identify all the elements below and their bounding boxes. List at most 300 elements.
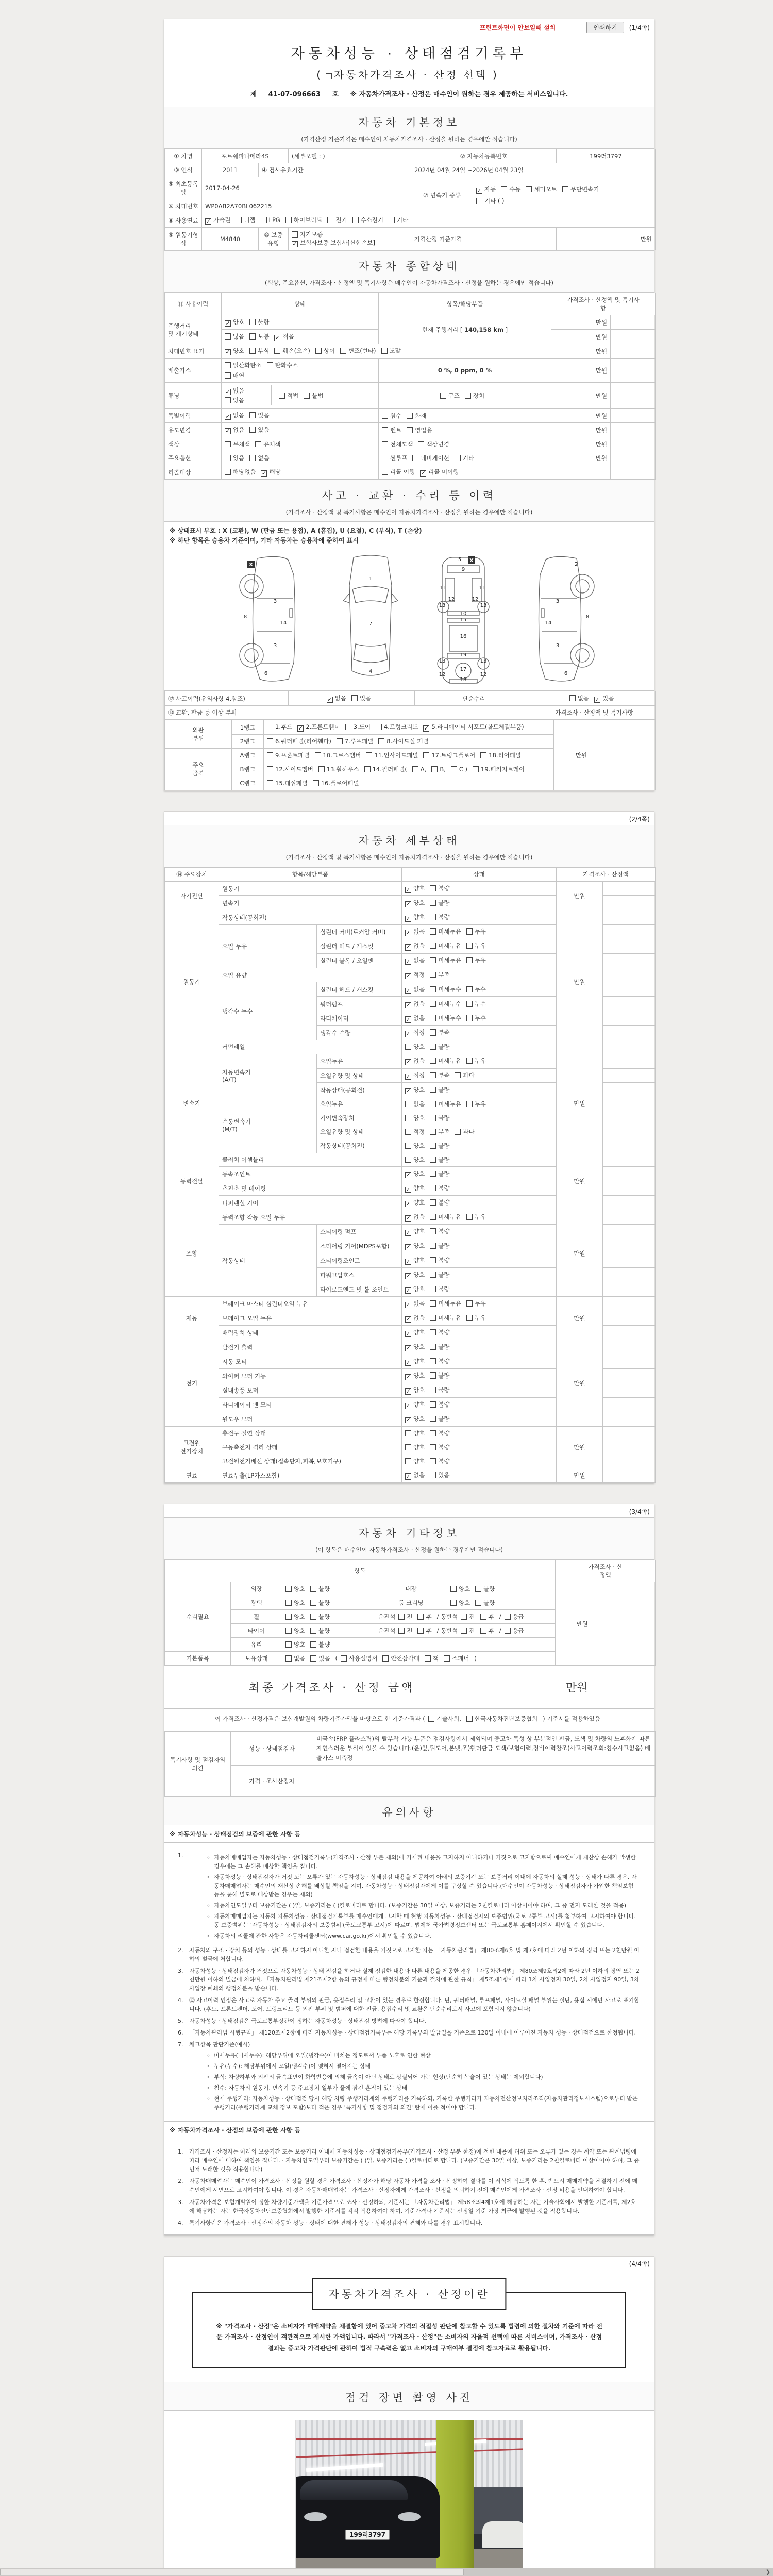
checkbox[interactable] — [310, 1655, 316, 1662]
checkbox[interactable]: ✓ — [225, 320, 230, 327]
checkbox[interactable] — [417, 1614, 424, 1620]
checkbox[interactable] — [501, 186, 507, 192]
checkbox[interactable] — [407, 413, 413, 419]
checkbox[interactable]: ✓ — [275, 334, 280, 341]
table-row: 변속기 자동변속기 (A/T) 오일누유 ✓ 없음 미세누유 누유 만원 — [165, 1054, 656, 1069]
checkbox[interactable] — [430, 1171, 436, 1177]
print-button[interactable]: 인쇄하기 — [586, 22, 624, 33]
checkbox[interactable] — [480, 752, 486, 758]
checkbox[interactable] — [430, 1458, 436, 1464]
checkbox[interactable] — [430, 1157, 436, 1163]
checkbox[interactable] — [249, 455, 256, 461]
checkbox[interactable]: ✓ — [327, 696, 332, 703]
checkbox[interactable] — [450, 1600, 457, 1606]
first-reg-value: 2017-04-26 — [202, 177, 411, 199]
checkbox[interactable] — [352, 217, 359, 223]
checkbox[interactable] — [285, 1600, 292, 1606]
checkbox[interactable]: ✓ — [406, 944, 411, 951]
checkbox[interactable] — [455, 455, 461, 461]
table-row: 실내송풍 모터 ✓ 양호 불량 — [165, 1383, 656, 1398]
doc-no-prefix: 제 — [250, 91, 257, 98]
checkbox[interactable]: ✓ — [298, 725, 303, 732]
checkbox[interactable] — [285, 1614, 292, 1620]
car-name-value: 포르쉐파나메라4S — [202, 149, 289, 163]
checkbox[interactable] — [480, 1628, 486, 1634]
checkbox[interactable] — [430, 1001, 436, 1007]
checkbox[interactable] — [466, 1315, 473, 1321]
checkbox[interactable] — [562, 186, 568, 192]
checkbox[interactable] — [285, 1628, 292, 1634]
checkbox[interactable] — [405, 1115, 411, 1121]
panel-price: 만원 — [554, 720, 609, 790]
checkbox[interactable] — [376, 724, 382, 730]
notes-area — [164, 1825, 654, 2235]
checkbox[interactable] — [382, 1655, 389, 1662]
checkbox[interactable] — [569, 695, 576, 701]
checkbox[interactable] — [225, 455, 231, 461]
table-row: 실린더 헤드 / 개스킷 ✓ 없음 미세누유 누유 — [165, 939, 656, 954]
table-row: 기어변속장치 양호 불량 — [165, 1111, 656, 1125]
check-option: A, — [412, 766, 427, 773]
checkbox[interactable] — [430, 914, 436, 920]
checkbox[interactable] — [405, 1444, 411, 1450]
checkbox[interactable] — [430, 943, 436, 949]
checkbox[interactable] — [430, 1199, 436, 1206]
checkbox[interactable] — [430, 1430, 436, 1436]
checkbox[interactable] — [261, 217, 267, 223]
checkbox[interactable] — [451, 766, 457, 772]
checkbox[interactable] — [466, 1058, 473, 1064]
checkbox[interactable]: ✓ — [406, 1059, 411, 1066]
checkbox[interactable] — [430, 1257, 436, 1263]
checkbox[interactable] — [412, 455, 418, 461]
checkbox[interactable] — [236, 217, 242, 223]
checkbox[interactable] — [430, 1243, 436, 1249]
checkbox[interactable] — [466, 1300, 473, 1307]
checkbox[interactable]: ✓ — [406, 1374, 411, 1381]
inspection-photo-1 — [295, 2420, 523, 2570]
checkbox[interactable] — [405, 1129, 411, 1135]
checkbox[interactable] — [267, 362, 273, 368]
checkbox[interactable]: ✓ — [477, 187, 482, 194]
simple-repair-label: 단순수리 — [415, 691, 533, 706]
doc-number: 41-07-096663 — [268, 91, 321, 98]
checkbox[interactable] — [310, 1641, 316, 1648]
table-row: 많음 보통 ✓ 적음 만원 — [165, 330, 656, 344]
check-option: ✓ 양호 — [225, 318, 245, 327]
check-option: 14.필러패널( — [364, 765, 407, 773]
checkbox[interactable] — [430, 928, 436, 935]
check-option: 불량 — [430, 1198, 449, 1207]
table-row: 색상 무채색 유채색 전체도색 색상변경 만원 — [165, 437, 656, 451]
check-option: 기타 — [455, 454, 474, 462]
check-option: ✓ 양호 — [406, 1415, 425, 1424]
checkbox[interactable] — [398, 1614, 405, 1620]
checkbox[interactable]: ✓ — [421, 470, 426, 477]
check-option: 전체도색 — [382, 440, 413, 448]
checkbox[interactable] — [466, 943, 473, 949]
checkbox[interactable] — [279, 393, 285, 399]
check-option: ✓ 양호 — [406, 1184, 425, 1193]
checkbox[interactable] — [405, 1458, 411, 1464]
rank-label: 2랭크 — [232, 735, 264, 749]
checkbox[interactable]: ✓ — [406, 929, 411, 937]
checkbox[interactable] — [249, 412, 256, 418]
page-indicator-2: (2/4쪽) — [629, 816, 650, 823]
check-option: 미세누유 — [430, 942, 461, 950]
checkbox[interactable] — [225, 441, 231, 447]
checkbox[interactable] — [430, 900, 436, 906]
check-option: 13.휠하우스 — [318, 765, 359, 773]
check-option: ✓ 없음 — [406, 986, 425, 994]
checkbox[interactable] — [430, 1029, 436, 1036]
checkbox[interactable] — [430, 1300, 436, 1307]
checkbox[interactable]: ✓ — [406, 1388, 411, 1395]
checkbox[interactable] — [430, 1358, 436, 1364]
checkbox[interactable] — [430, 1058, 436, 1064]
checkbox[interactable]: ✓ — [406, 958, 411, 965]
report-document — [164, 19, 654, 2576]
panel-number-label: 16 — [460, 634, 467, 640]
checkbox[interactable] — [430, 1115, 436, 1121]
checkbox[interactable] — [430, 1101, 436, 1107]
check-option: 미세누유 — [430, 1299, 461, 1308]
checkbox[interactable] — [505, 1628, 511, 1634]
checkbox[interactable] — [225, 362, 231, 368]
checkbox[interactable] — [466, 928, 473, 935]
checkbox[interactable]: ✓ — [406, 1359, 411, 1366]
check-option: 불량 — [310, 1613, 330, 1621]
checkbox[interactable] — [430, 1401, 436, 1408]
checkbox[interactable] — [292, 231, 298, 238]
checkbox[interactable] — [466, 1001, 473, 1007]
checkbox[interactable] — [285, 1655, 292, 1662]
checkbox[interactable]: ✓ — [406, 1273, 411, 1280]
checkbox[interactable]: ✓ — [406, 1316, 411, 1323]
check-option: 보통 — [249, 332, 269, 341]
checkbox[interactable]: ✓ — [424, 725, 429, 732]
checkbox[interactable] — [381, 348, 388, 354]
group-price: 만원 — [557, 910, 603, 1054]
check-option: 도말 — [381, 347, 401, 355]
checkbox[interactable]: ✓ — [406, 1345, 411, 1352]
check-option: 1.후드 — [267, 723, 292, 731]
checkbox[interactable] — [465, 393, 471, 399]
checkbox[interactable] — [430, 1387, 436, 1393]
checkbox[interactable] — [405, 1157, 411, 1163]
checkbox[interactable]: ✓ — [406, 901, 411, 908]
checkbox[interactable] — [267, 738, 273, 744]
checkbox[interactable] — [249, 319, 256, 325]
check-option: 네비게이션 — [412, 454, 449, 462]
panel-number-label: 13 — [480, 603, 487, 609]
checkbox[interactable]: ✓ — [406, 1244, 411, 1251]
checkbox[interactable] — [382, 469, 388, 475]
checkbox[interactable] — [430, 1315, 436, 1321]
panel-group-label: 외판 부위 — [165, 720, 232, 749]
notes-subitem: ∘ 자동차의 리콜에 관한 사항은 자동차리콜센터(www.car.go.kr)에서 확인할 수 있습니다. — [207, 1933, 431, 1940]
checkbox[interactable] — [430, 1015, 436, 1021]
check-option: ✓ 양호 — [406, 1271, 425, 1280]
check-option: 불량 — [430, 1142, 449, 1150]
parts-label: ⑬ 교환, 판금 등 이상 부위 — [165, 706, 533, 720]
checkbox[interactable] — [430, 1416, 436, 1422]
checkbox[interactable] — [255, 441, 261, 447]
checkbox[interactable] — [430, 986, 436, 992]
checkbox[interactable] — [285, 217, 292, 223]
checkbox[interactable] — [327, 217, 333, 223]
checkbox[interactable] — [405, 1143, 411, 1149]
checkbox[interactable]: ✓ — [406, 987, 411, 994]
checkbox[interactable]: ✓ — [225, 428, 230, 434]
checkbox[interactable] — [267, 752, 273, 758]
checkbox[interactable] — [337, 738, 343, 744]
checkbox[interactable] — [430, 1214, 436, 1220]
checkbox[interactable] — [382, 427, 388, 433]
check-option: 색상변경 — [418, 440, 449, 448]
checkbox[interactable] — [345, 724, 351, 730]
checkbox[interactable] — [505, 1614, 511, 1620]
checkbox[interactable]: ✓ — [225, 349, 230, 355]
checkbox[interactable] — [364, 766, 371, 772]
notes-subitem: ∘ 침수: 자동차의 원동기, 변속기 등 주요장치 일부가 물에 잠긴 흔적이 있는 상태 — [207, 2084, 408, 2092]
checkbox[interactable] — [430, 885, 436, 891]
checkbox[interactable] — [389, 217, 395, 223]
check-option: ✓ 양호 — [406, 899, 425, 908]
checkbox[interactable]: ✓ — [406, 915, 411, 922]
checkbox[interactable] — [475, 1586, 481, 1592]
check-option: ✓ 없음 — [406, 1000, 425, 1009]
checkbox[interactable] — [225, 333, 231, 340]
checkbox[interactable]: ✓ — [261, 470, 267, 477]
checkbox[interactable] — [405, 1101, 411, 1107]
checkbox[interactable] — [267, 724, 273, 730]
checkbox[interactable] — [480, 1614, 486, 1620]
check-option: 일산화탄소 — [225, 361, 262, 369]
checkbox[interactable] — [431, 766, 438, 772]
checkbox[interactable]: ✓ — [406, 1229, 411, 1236]
check-option: 잭 — [425, 1654, 439, 1663]
accident-legend — [164, 522, 654, 550]
checkbox[interactable] — [249, 333, 256, 340]
checkbox[interactable] — [405, 1430, 411, 1436]
checkbox[interactable]: ✓ — [406, 1073, 411, 1080]
checkbox[interactable] — [466, 1214, 473, 1220]
checkbox[interactable] — [430, 1329, 436, 1335]
checkbox[interactable] — [430, 1472, 436, 1478]
checkbox[interactable] — [430, 1185, 436, 1191]
checkbox[interactable]: ✓ — [406, 1215, 411, 1222]
checkbox[interactable]: ✓ — [595, 696, 600, 703]
table-header-row: ⑭ 주요장치 항목/해당부품 상태 가격조사 · 산정액 — [165, 868, 656, 882]
checkbox[interactable] — [412, 766, 418, 772]
checkbox[interactable] — [310, 1614, 316, 1620]
check-option: 양호 — [405, 1429, 425, 1437]
checkbox[interactable] — [382, 455, 388, 461]
car-damage-diagram — [164, 550, 654, 691]
report-page-3 — [164, 1504, 654, 2235]
etc-price: 만원 — [556, 1582, 609, 1666]
checkbox[interactable] — [310, 1600, 316, 1606]
checkbox[interactable] — [430, 1372, 436, 1379]
checkbox[interactable] — [285, 1641, 292, 1648]
checkbox[interactable] — [249, 427, 256, 433]
checkbox[interactable]: ✓ — [225, 413, 230, 420]
checkbox[interactable]: ✓ — [406, 1002, 411, 1009]
checkbox[interactable] — [428, 1716, 434, 1722]
check-option: 변조(번타) — [340, 347, 376, 355]
checkbox[interactable] — [225, 372, 231, 379]
checkbox[interactable] — [313, 780, 319, 786]
checkbox[interactable]: ✓ — [225, 388, 230, 395]
checkbox[interactable] — [466, 1015, 473, 1021]
checkbox[interactable] — [351, 695, 358, 701]
checkbox[interactable] — [225, 397, 231, 403]
checkbox[interactable]: ✓ — [406, 1330, 411, 1337]
checkbox[interactable] — [466, 957, 473, 963]
checkbox[interactable] — [430, 1286, 436, 1292]
checkbox[interactable] — [407, 427, 413, 433]
check-option: 유채색 — [255, 440, 280, 448]
windshield — [300, 2480, 408, 2500]
checkbox[interactable] — [274, 348, 280, 354]
checkbox[interactable]: ✓ — [406, 1301, 411, 1309]
checkbox[interactable] — [430, 972, 436, 978]
checkbox[interactable] — [225, 469, 231, 475]
checkbox[interactable]: ✓ — [406, 1200, 411, 1208]
checkbox[interactable]: ✓ — [406, 1172, 411, 1179]
checkbox[interactable] — [366, 752, 372, 758]
checkbox[interactable]: ✓ — [406, 1417, 411, 1424]
check-option: 자동차가격조사 · 산정 선택 — [326, 66, 488, 81]
panel-number-label: 4 — [368, 669, 373, 675]
checkbox[interactable] — [315, 348, 322, 354]
checkbox[interactable] — [341, 1655, 347, 1662]
checkbox[interactable] — [430, 1129, 436, 1135]
checkbox[interactable] — [466, 1101, 473, 1107]
group-price: 만원 — [557, 1468, 603, 1483]
check-option: 적법 — [279, 392, 298, 400]
checkbox[interactable] — [418, 441, 424, 447]
checkbox[interactable] — [444, 1655, 450, 1662]
checkbox[interactable] — [430, 1087, 436, 1093]
checkbox[interactable] — [310, 1628, 316, 1634]
checkbox[interactable]: ✓ — [406, 1186, 411, 1193]
checkbox[interactable] — [378, 738, 384, 744]
check-option: 불량 — [430, 1400, 449, 1409]
checkbox[interactable] — [526, 186, 532, 192]
check-option: 양호 — [405, 1156, 425, 1164]
checkbox[interactable] — [430, 1072, 436, 1078]
checkbox[interactable] — [310, 1586, 316, 1592]
check-option: 양호 — [450, 1599, 470, 1607]
checkbox[interactable] — [304, 393, 310, 399]
checkbox[interactable] — [455, 1129, 461, 1135]
car-view-sideL — [240, 557, 295, 682]
checkbox[interactable] — [466, 986, 473, 992]
checkbox[interactable] — [326, 73, 332, 79]
checkbox[interactable]: ✓ — [406, 1016, 411, 1023]
checkbox[interactable] — [466, 1716, 473, 1722]
notes-subitem: ∘ 부식: 차량하부와 외판의 금속표면이 화학반응에 의해 금속이 아닌 상태로 상실되어 가는 현상(단순히 녹슬어 있는 상태는 제외합니다) — [207, 2074, 543, 2081]
checkbox[interactable] — [285, 1586, 292, 1592]
checkbox[interactable] — [430, 1272, 436, 1278]
checkbox[interactable]: ✓ — [406, 1258, 411, 1265]
checkbox[interactable] — [430, 1444, 436, 1450]
check-option: ✓ 있음 — [595, 694, 614, 703]
check-option: ✓ 보험사보증 보험사[신한손보] — [292, 239, 375, 247]
checkbox[interactable] — [473, 766, 479, 772]
checkbox[interactable]: ✓ — [406, 1287, 411, 1294]
checkbox[interactable] — [430, 1044, 436, 1050]
checkbox[interactable] — [455, 1072, 461, 1078]
table-row: 워터펌프 ✓ 없음 미세누수 누수 — [165, 997, 656, 1011]
checkbox[interactable] — [425, 1655, 431, 1662]
check-option: 세미오토 — [526, 185, 557, 193]
checkbox[interactable] — [398, 1628, 405, 1634]
checkbox[interactable] — [267, 780, 273, 786]
checkbox[interactable]: ✓ — [406, 973, 411, 980]
doc-no-suffix: 호 — [332, 91, 339, 98]
device-group-label: 전기 — [165, 1340, 219, 1427]
checkbox[interactable]: ✓ — [406, 1402, 411, 1410]
device-group-label: 변속기 — [165, 1054, 219, 1153]
table-row: 실린더 블록 / 오일팬 ✓ 없음 미세누유 누유 — [165, 954, 656, 968]
table-row: 등속조인트 ✓ 양호 불량 — [165, 1167, 656, 1181]
checkbox[interactable] — [430, 1228, 436, 1234]
checkbox[interactable]: ✓ — [406, 1030, 411, 1038]
check-option: 있음 — [249, 426, 269, 434]
horizontal-scrollbar[interactable] — [0, 2568, 773, 2576]
checkbox[interactable] — [475, 1600, 481, 1606]
checkbox[interactable] — [423, 752, 429, 758]
checkbox[interactable]: ✓ — [406, 886, 411, 893]
checkbox[interactable] — [430, 957, 436, 963]
checkbox[interactable] — [476, 198, 482, 204]
checkbox[interactable] — [315, 752, 321, 758]
checkbox[interactable] — [405, 1044, 411, 1050]
checkbox[interactable] — [340, 348, 346, 354]
checkbox[interactable]: ✓ — [406, 1088, 411, 1095]
table-row: 오일 유량 ✓ 적정 부족 — [165, 968, 656, 982]
table-row: 배출가스 일산화탄소 탄화수소 매연 0 %, 0 ppm, 0 % 만원 — [165, 359, 656, 383]
checkbox[interactable] — [430, 1143, 436, 1149]
check-option: ✓ 없음 — [327, 694, 346, 703]
checkbox[interactable] — [450, 1586, 457, 1592]
scrollbar-thumb[interactable] — [0, 2569, 464, 2575]
checkbox[interactable] — [382, 441, 388, 447]
checkbox[interactable]: ✓ — [206, 218, 211, 225]
checkbox[interactable]: ✓ — [292, 241, 297, 247]
scroll-right-arrow-icon[interactable]: ❯ — [765, 2569, 771, 2575]
checkbox[interactable]: ✓ — [406, 1473, 411, 1480]
checkbox[interactable] — [430, 1344, 436, 1350]
checkbox[interactable] — [318, 766, 325, 772]
accident-history-table — [164, 691, 656, 720]
checkbox[interactable] — [461, 1614, 467, 1620]
checkbox[interactable] — [417, 1628, 424, 1634]
white-car-background — [482, 2521, 523, 2548]
checkbox[interactable] — [249, 348, 256, 354]
checkbox[interactable] — [440, 393, 446, 399]
checkbox[interactable] — [267, 766, 273, 772]
fuel-label: ⑧ 사용연료 — [165, 213, 202, 228]
checkbox[interactable] — [461, 1628, 467, 1634]
exchange-x-mark — [468, 556, 475, 564]
checkbox[interactable] — [382, 413, 388, 419]
notes-subitem: ∘ 현재 주행거리: 자동차성능 · 상태점검 당시 해당 차량 주행거리계의 주행거리를 기록하되, 기록한 주행거리가 자동차전산정보처리조직(자동차관리정보시스템)으로부터 받은 주행거리(주행거리계 교체 정보 포함)보다 적은 경우 '특기사항 및 점검자의 의견' 란에 이를 적어야 합니다. — [207, 2095, 638, 2111]
check-option: 많음 — [225, 332, 244, 341]
